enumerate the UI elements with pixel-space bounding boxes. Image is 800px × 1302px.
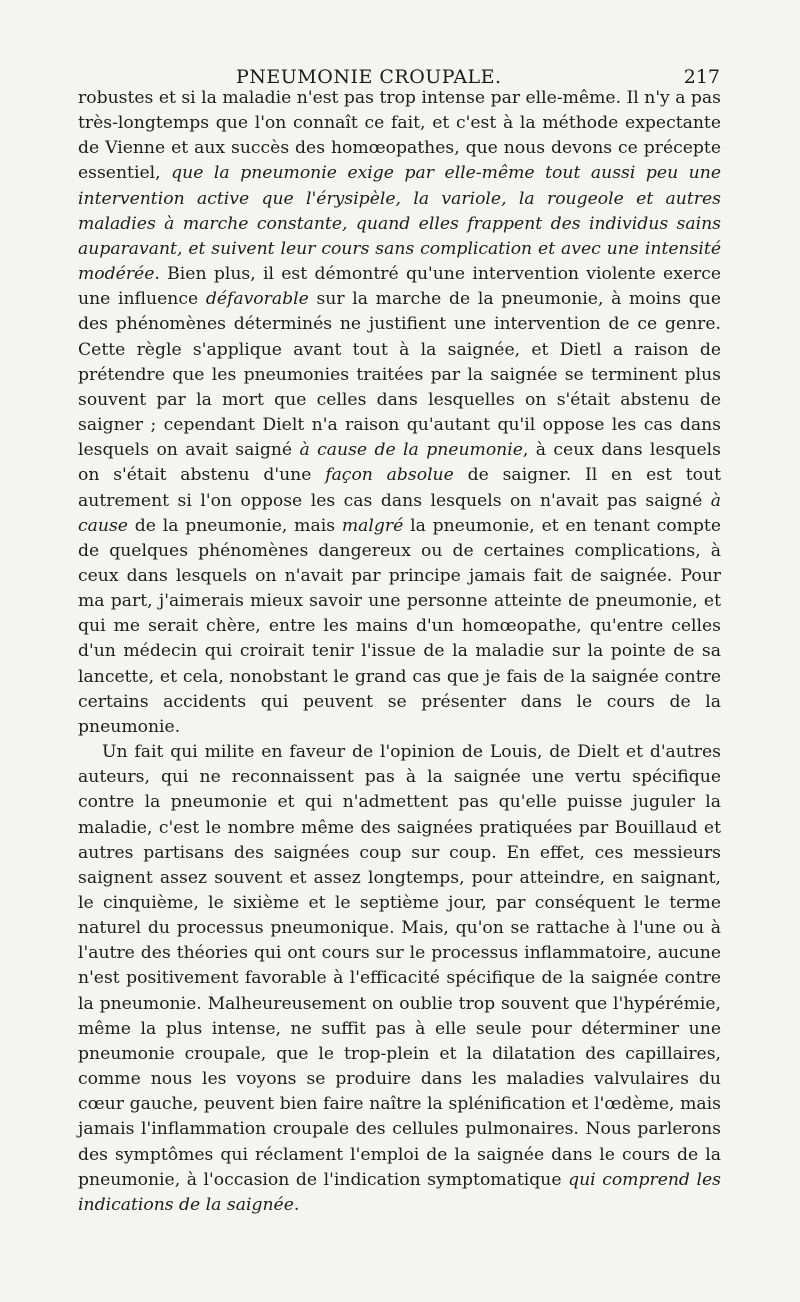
text-run: sur la marche de la pneumonie, à moins que des phénomènes déterminés ne justifient une intervention de ce genre. Cette règle s'applique avant tout à la saignée, et Dietl a raison de prétendre que les pneumonies traitées par la saignée se terminent plus souvent par la mort que celles dans lesquelles on s'était abstenu de saigner ; cependant Dielt n'a raison qu'autant qu'il oppose les cas dans lesquels on avait saigné [78, 289, 721, 461]
text-run: . Bien plus, il est démontré qu'une intervention violente exerce une influence [78, 264, 721, 310]
body-text [78, 86, 721, 1218]
italic-run: à cause de la pneumonie [299, 440, 523, 461]
text-run: . [293, 1194, 300, 1215]
text-run: de la pneumonie, mais [127, 515, 342, 536]
page-number: 217 [683, 66, 720, 88]
running-title: PNEUMONIE CROUPALE. [236, 66, 502, 88]
text-run: la pneumonie, et en tenant compte de quelques phénomènes dangereux ou de certaines complications, à ceux dans lesquels on n'avait par principe jamais fait de saignée. Pour ma part, j'aimerais mieux savoir une personne atteinte de pneumonie, et qui me serait chère, entre les mains d'un homœopathe, qu'entre celles d'un médecin qui croirait tenir l'issue de la maladie sur la pointe de sa lancette, et cela, nonobstant le grand cas que je fais de la saignée contre certains accidents qui peuvent se présenter dans le cours de la pneumonie. [78, 515, 721, 737]
italic-run: qui comprend les indications de la saignée [78, 1169, 721, 1215]
text-run: , à ceux dans lesquels on s'était abstenu d'une [78, 440, 721, 486]
italic-run: à cause [78, 490, 721, 536]
italic-run: défavorable [205, 289, 309, 310]
paragraph-1 [78, 86, 721, 740]
paragraph-2 [78, 740, 721, 1218]
italic-run: façon absolue [325, 465, 454, 486]
italic-run: malgré [341, 515, 404, 536]
text-run: de saigner. Il en est tout autrement si l'on oppose les cas dans lesquels on n'avait pas saigné [78, 465, 721, 511]
italic-run: que la pneumonie exige par elle-même tout aussi peu une intervention active que l'érysipèle, la variole, la rougeole et autres maladies à marche constante, quand elles frappent des individus sains auparavant, et suivent leur cours sans complication et avec une intensité modérée [78, 163, 721, 285]
text-run: robustes et si la maladie n'est pas trop intense par elle-même. Il n'y a pas très-longtemps que l'on connaît ce fait, et c'est à la méthode expectante de Vienne et aux succès des homœopathes, que nous devons ce précepte essentiel, [78, 88, 722, 184]
text-run: Un fait qui milite en faveur de l'opinion de Louis, de Dielt et d'autres auteurs, qui ne reconnaissent pas à la saignée une vertu spécifique contre la pneumonie et qui n'admettent pas qu'elle puisse juguler la maladie, c'est le nombre même des saignées pratiquées par Bouillaud et autres partisans des saignées coup sur coup. En effet, ces messieurs saignent assez souvent et assez longtemps, pour atteindre, en saignant, le cinquième, le sixième et le septième jour, par conséquent le terme naturel du processus pneumonique. Mais, qu'on se rattache à l'une ou à l'autre des théories qui ont cours sur le processus inflammatoire, aucune n'est positivement favorable à l'efficacité spécifique de la saignée contre la pneumonie. Malheureusement on oublie trop souvent que l'hypérémie, même la plus intense, ne suffit pas à elle seule pour déterminer une pneumonie croupale, que le trop-plein et la dilatation des capillaires, comme nous les voyons se produire dans les maladies valvulaires du cœur gauche, peuvent bien faire naître la splénification et l'œdème, mais jamais l'inflammation croupale des cellules pulmonaires. Nous parlerons des symptômes qui réclament l'emploi de la saignée dans le cours de la pneumonie, à l'occasion de l'indication symptomatique [78, 742, 721, 1190]
